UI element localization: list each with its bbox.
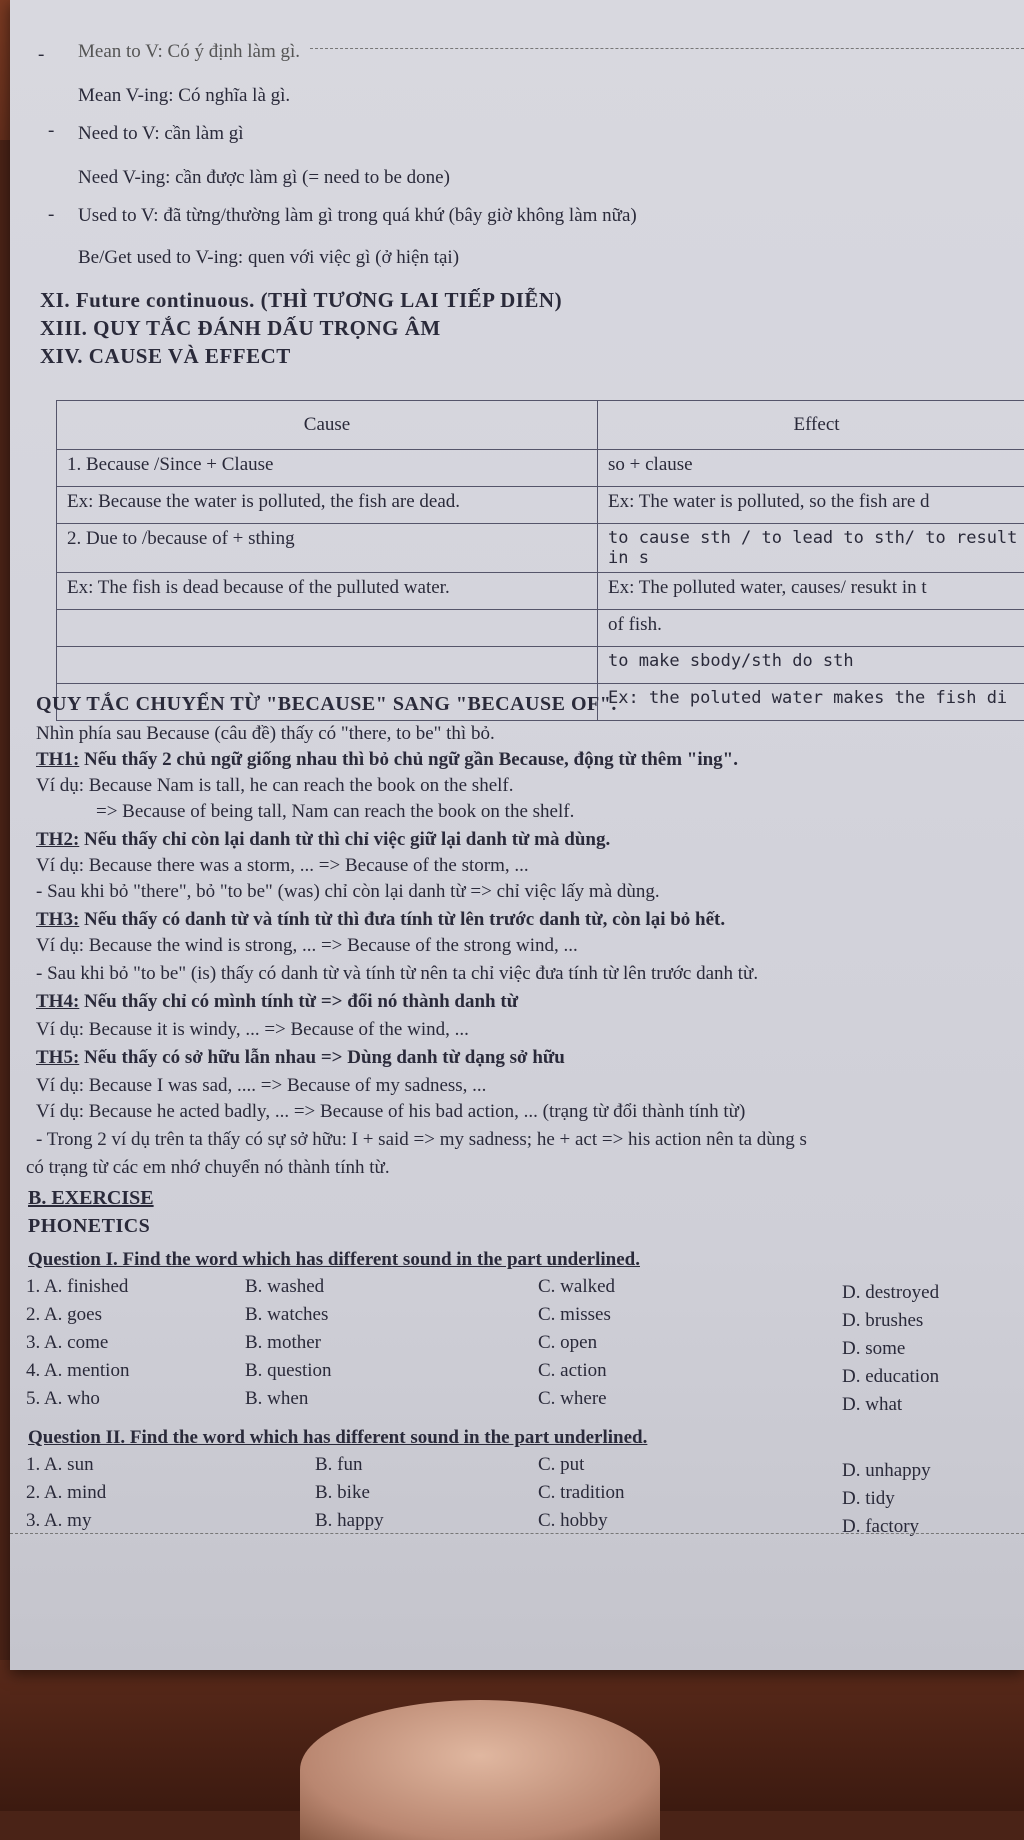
effect-cell: to make sbody/sth do sth <box>598 647 1024 684</box>
answer-option: D. destroyed <box>842 1282 939 1304</box>
answer-option: 1. A. sun <box>26 1454 94 1476</box>
note-line: - Sau khi bỏ "to be" (is) thấy có danh từ và tính từ nên ta chỉ việc đưa tính từ lên trước danh từ. <box>36 962 758 986</box>
heading-xi: XI. Future continuous. (THÌ TƯƠNG LAI TIẾP DIỄN) <box>40 288 562 312</box>
text-line: Need V-ing: cần được làm gì (= need to be done) <box>78 166 450 190</box>
case-text: Nếu thấy chỉ có mình tính từ => đổi nó thành danh từ <box>79 991 518 1012</box>
note-line: có trạng từ các em nhớ chuyển nó thành tính từ. <box>26 1156 390 1180</box>
example-line: Ví dụ: Because it is windy, ... => Because of the wind, ... <box>36 1018 469 1042</box>
answer-option: 4. A. mention <box>26 1360 129 1382</box>
bullet-dash: - <box>38 44 44 66</box>
answer-option: B. fun <box>315 1454 363 1476</box>
phonetics-title: PHONETICS <box>28 1214 150 1238</box>
effect-cell: so + clause <box>598 450 1024 487</box>
case-label: TH1: <box>36 749 79 770</box>
ruled-line <box>10 1533 1024 1534</box>
bullet-dash: - <box>48 120 54 142</box>
ruled-line <box>310 48 1024 49</box>
answer-option: C. where <box>538 1388 607 1410</box>
case-label: TH2: <box>36 829 79 850</box>
case-text: Nếu thấy chỉ còn lại danh từ thì chỉ việc giữ lại danh từ mà dùng. <box>79 829 610 850</box>
rules-intro: Nhìn phía sau Because (câu đề) thấy có "there, to be" thì bỏ. <box>36 722 495 746</box>
case-label: TH5: <box>36 1047 79 1068</box>
effect-cell: Ex: The water is polluted, so the fish are d <box>598 487 1024 524</box>
answer-option: 3. A. come <box>26 1332 108 1354</box>
exercise-title: B. EXERCISE <box>28 1186 154 1210</box>
text-line: Mean to V: Có ý định làm gì. <box>78 40 300 64</box>
answer-option: B. washed <box>245 1276 324 1298</box>
rules-title: QUY TẮC CHUYỂN TỪ "BECAUSE" SANG "BECAUSE OF". <box>36 692 617 716</box>
example-line: => Because of being tall, Nam can reach the book on the shelf. <box>96 800 574 824</box>
answer-option: C. hobby <box>538 1510 608 1532</box>
effect-cell: of fish. <box>598 610 1024 647</box>
cause-cell: Ex: The fish is dead because of the pulluted water. <box>57 573 598 610</box>
cause-header: Cause <box>57 401 598 450</box>
answer-option: B. bike <box>315 1482 370 1504</box>
effect-cell: Ex: the poluted water makes the fish di <box>598 684 1024 721</box>
text-line: Need to V: cần làm gì <box>78 122 244 146</box>
text-line: Used to V: đã từng/thường làm gì trong quá khứ (bây giờ không làm nữa) <box>78 204 637 228</box>
answer-option: D. tidy <box>842 1488 895 1510</box>
answer-option: 1. A. finished <box>26 1276 128 1298</box>
effect-header: Effect <box>598 401 1024 450</box>
answer-option: C. walked <box>538 1276 615 1298</box>
answer-option: 5. A. who <box>26 1388 100 1410</box>
answer-option: B. question <box>245 1360 332 1382</box>
answer-option: B. when <box>245 1388 308 1410</box>
bullet-dash: - <box>48 204 54 226</box>
heading-xiv: XIV. CAUSE VÀ EFFECT <box>40 344 291 368</box>
hand-photo-edge <box>300 1700 660 1840</box>
answer-option: B. happy <box>315 1510 384 1532</box>
answer-option: 2. A. goes <box>26 1304 102 1326</box>
cause-cell: Ex: Because the water is polluted, the fish are dead. <box>57 487 598 524</box>
text-line: Mean V-ing: Có nghĩa là gì. <box>78 84 290 108</box>
example-line: Ví dụ: Because Nam is tall, he can reach the book on the shelf. <box>36 774 514 798</box>
answer-option: 3. A. my <box>26 1510 91 1532</box>
effect-cell: to cause sth / to lead to sth/ to result in s <box>598 524 1024 573</box>
answer-option: B. mother <box>245 1332 321 1354</box>
answer-option: D. some <box>842 1338 905 1360</box>
cause-cell: 1. Because /Since + Clause <box>57 450 598 487</box>
question-title: Question II. Find the word which has different sound in the part underlined. <box>28 1427 647 1448</box>
answer-option: C. open <box>538 1332 597 1354</box>
case-label: TH4: <box>36 991 79 1012</box>
example-line: Ví dụ: Because the wind is strong, ... => Because of the strong wind, ... <box>36 934 578 958</box>
text-line: Be/Get used to V-ing: quen với việc gì (ở hiện tại) <box>78 246 459 270</box>
answer-option: B. watches <box>245 1304 328 1326</box>
cause-cell-empty <box>57 647 598 684</box>
heading-xiii: XIII. QUY TẮC ĐÁNH DẤU TRỌNG ÂM <box>40 316 441 340</box>
cause-cell: 2. Due to /because of + sthing <box>57 524 598 573</box>
answer-option: C. action <box>538 1360 607 1382</box>
answer-option: C. tradition <box>538 1482 625 1504</box>
note-line: - Sau khi bỏ "there", bỏ "to be" (was) chỉ còn lại danh từ => chỉ việc lấy mà dùng. <box>36 880 660 904</box>
example-line: Ví dụ: Because there was a storm, ... => Because of the storm, ... <box>36 854 529 878</box>
case-text: Nếu thấy có danh từ và tính từ thì đưa tính từ lên trước danh từ, còn lại bỏ hết. <box>79 909 725 930</box>
example-line: Ví dụ: Because he acted badly, ... => Because of his bad action, ... (trạng từ đổi thành tính từ) <box>36 1100 745 1124</box>
answer-option: D. brushes <box>842 1310 923 1332</box>
answer-option: D. unhappy <box>842 1460 931 1482</box>
answer-option: D. factory <box>842 1516 919 1538</box>
example-line: Ví dụ: Because I was sad, .... => Because of my sadness, ... <box>36 1074 486 1098</box>
case-text: Nếu thấy có sở hữu lẫn nhau => Dùng danh từ dạng sở hữu <box>79 1047 565 1068</box>
case-text: Nếu thấy 2 chủ ngữ giống nhau thì bỏ chủ ngữ gần Because, động từ thêm "ing". <box>79 749 738 770</box>
case-label: TH3: <box>36 909 79 930</box>
effect-cell: Ex: The polluted water, causes/ resukt in t <box>598 573 1024 610</box>
question-title: Question I. Find the word which has different sound in the part underlined. <box>28 1249 640 1270</box>
note-line: - Trong 2 ví dụ trên ta thấy có sự sở hữu: I + said => my sadness; he + act => his action nên ta dùng s <box>36 1128 807 1152</box>
answer-option: D. what <box>842 1394 902 1416</box>
answer-option: D. education <box>842 1366 939 1388</box>
cause-cell-empty <box>57 610 598 647</box>
cause-effect-table <box>56 400 1024 721</box>
answer-option: C. put <box>538 1454 584 1476</box>
answer-option: 2. A. mind <box>26 1482 106 1504</box>
answer-option: C. misses <box>538 1304 611 1326</box>
